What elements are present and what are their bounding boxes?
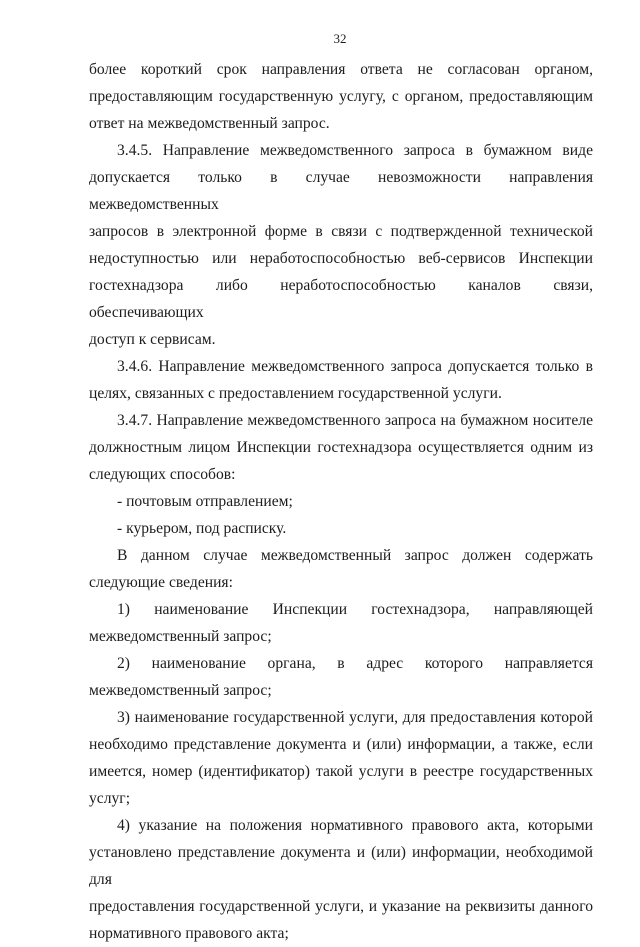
text-line: 2) наименование органа, в адрес которого направляется: [117, 655, 593, 672]
paragraph-3-4-5: [89, 137, 593, 353]
list-item-2: [89, 650, 593, 704]
text-line: 3.4.7. Направление межведомственного запроса на бумажном носителе: [117, 412, 593, 429]
text-line: установлено представление документа и (или) информации, необходимой для: [89, 844, 593, 888]
text-line: доступ к сервисам.: [89, 331, 216, 348]
text-line: имеется, номер (идентификатор) такой услуги в реестре государственных: [89, 763, 593, 780]
text-line: гостехнадзора либо неработоспособностью каналов связи, обеспечивающих: [89, 277, 593, 321]
page-number: 32: [333, 31, 347, 46]
text-line: 3.4.5. Направление межведомственного запроса в бумажном виде: [117, 142, 593, 159]
text-line: недоступностью или неработоспособностью веб-сервисов Инспекции: [89, 250, 593, 267]
list-item-courier: [89, 515, 593, 542]
text-line: следующие сведения:: [89, 574, 233, 591]
text-line: более короткий срок направления ответа не согласован органом,: [89, 61, 593, 78]
text-line: 3) наименование государственной услуги, для предоставления которой: [117, 709, 593, 726]
text-line: межведомственный запрос;: [89, 682, 272, 699]
text-line: необходимо представление документа и (или) информации, а также, если: [89, 736, 593, 753]
text-line: предоставляющим государственную услугу, с органом, предоставляющим: [89, 88, 593, 105]
text-line: - курьером, под расписку.: [117, 520, 287, 537]
text-line: межведомственный запрос;: [89, 628, 272, 645]
text-line: следующих способов:: [89, 466, 236, 483]
text-line: 3.4.6. Направление межведомственного запроса допускается только в: [117, 358, 593, 375]
list-item-3: [89, 704, 593, 812]
paragraph-3-4-6: [89, 353, 593, 407]
text-line: - почтовым отправлением;: [117, 493, 293, 510]
text-line: целях, связанных с предоставлением государственной услуги.: [89, 385, 502, 402]
paragraph-3-4-7: [89, 407, 593, 488]
paragraph-continuation: [89, 56, 593, 137]
text-line: нормативного правового акта;: [89, 925, 289, 942]
text-line: допускается только в случае невозможности направления межведомственных: [89, 169, 593, 213]
text-line: должностным лицом Инспекции гостехнадзора осуществляется одним из: [89, 439, 593, 456]
text-line: В данном случае межведомственный запрос должен содержать: [117, 547, 593, 564]
text-line: запросов в электронной форме в связи с подтвержденной технической: [89, 223, 593, 240]
document-body: [89, 56, 593, 947]
text-line: ответ на межведомственный запрос.: [89, 115, 330, 132]
text-line: 1) наименование Инспекции гостехнадзора, направляющей: [117, 601, 593, 618]
list-item-mail: [89, 488, 593, 515]
text-line: 4) указание на положения нормативного правового акта, которыми: [117, 817, 593, 834]
paragraph-requirements: [89, 542, 593, 596]
text-line: предоставления государственной услуги, и указание на реквизиты данного: [89, 898, 593, 915]
list-item-1: [89, 596, 593, 650]
text-line: услуг;: [89, 790, 131, 807]
list-item-4: [89, 812, 593, 947]
